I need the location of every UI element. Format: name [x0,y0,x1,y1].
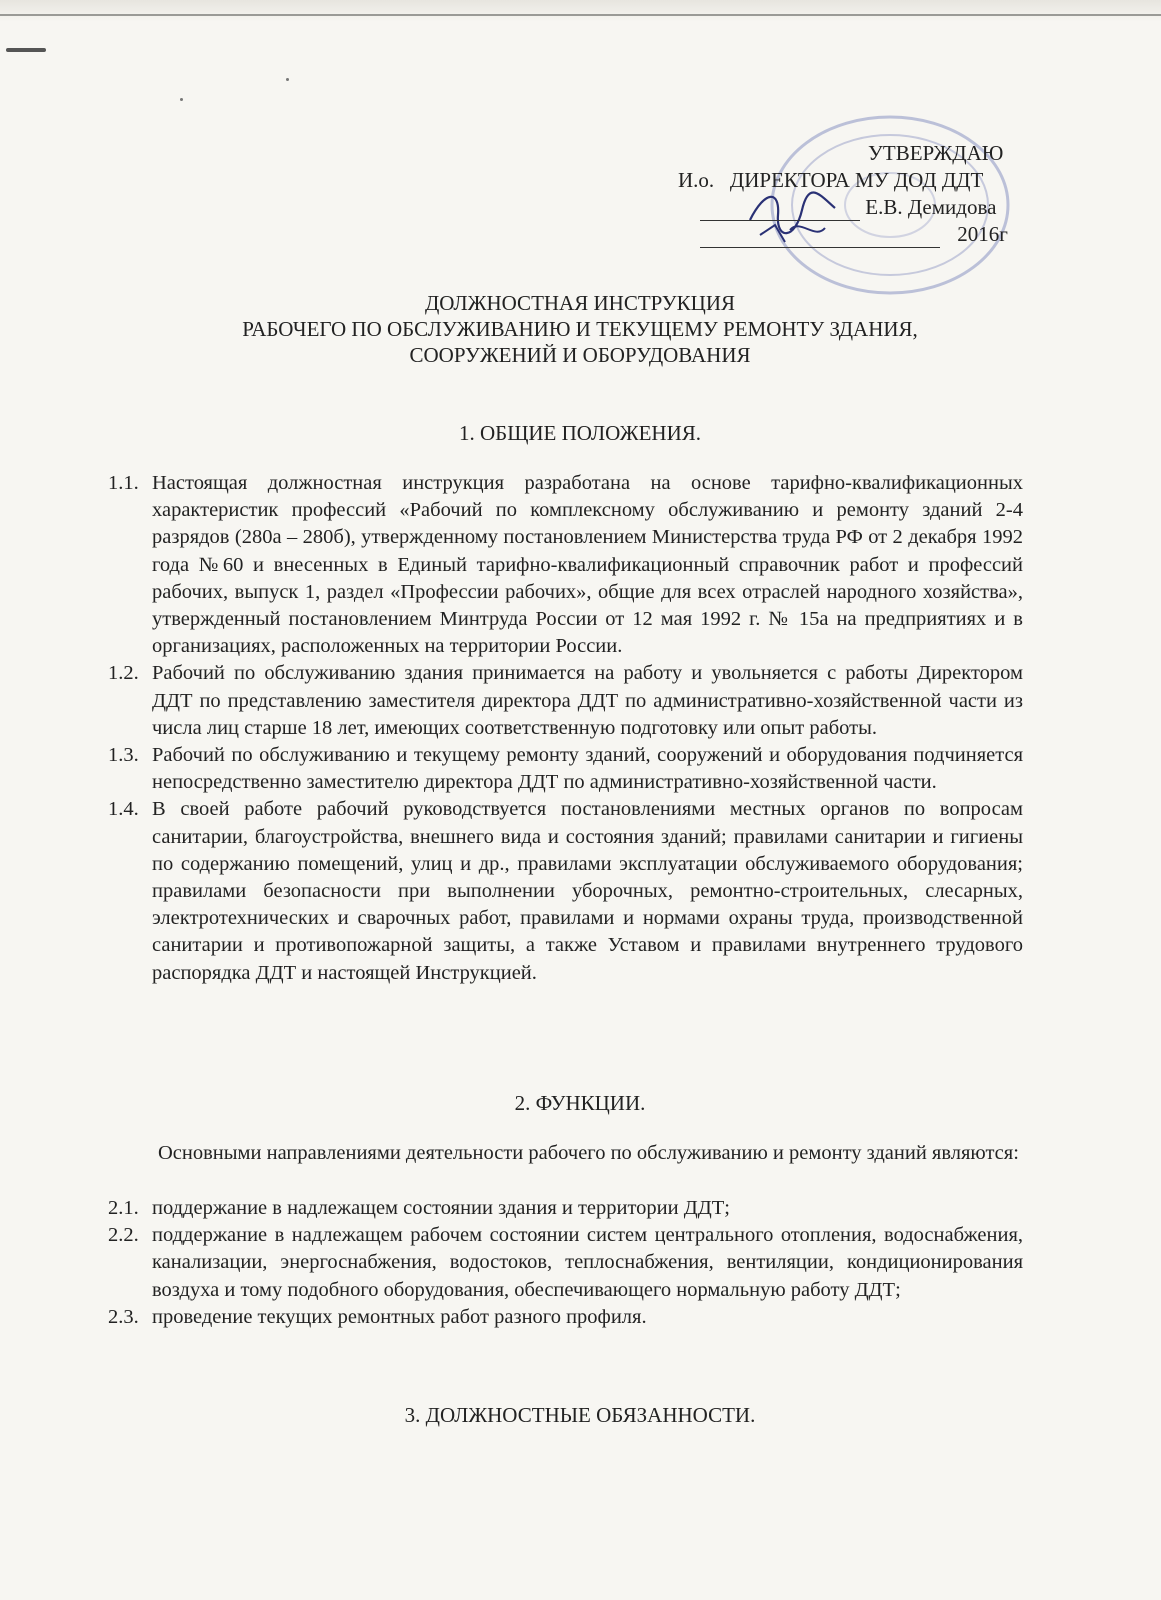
item-number: 2.2. [108,1224,139,1247]
approval-block [660,140,1030,250]
section-items-general [108,470,1023,987]
section-heading-duties: 3. ДОЛЖНОСТНЫЕ ОБЯЗАННОСТИ. [404,1403,756,1427]
list-item [108,1195,1023,1222]
approval-prefix: И.о. [678,168,715,192]
scan-dot [286,78,289,81]
item-number: 1.1. [108,472,139,494]
approval-position [678,167,983,194]
section-heading-functions: 2. ФУНКЦИИ. [514,1091,646,1115]
item-text: Настоящая должностная инструкция разработана на основе тарифно-квалификационных характеристик профессий «Рабочий по комплексному обслуживанию и ремонту зданий 2-4 разрядов (280а – 280б), утвержденному постановлением Министерства труда РФ от 2 декабря 1992 года №60 и внесенных в Единый тарифно-квалификационный справочник работ и профессий рабочих, выпуск 1, раздел «Профессии рабочих», общие для всех отраслей народного хозяйства», утвержденный постановлением Минтруда России от 12 мая 1992 г. № 15а на предприятиях и в организациях, расположенных на территории России. [152,472,1023,658]
item-text: Рабочий по обслуживанию и текущему ремонту зданий, сооружений и оборудования подчиняется непосредственно заместителю директора ДДТ по административно-хозяйственной части. [152,744,1023,794]
list-item [108,470,1023,660]
scan-mark [6,48,46,52]
item-text: поддержание в надлежащем состоянии здания и территории ДДТ; [152,1197,730,1219]
item-text: В своей работе рабочий руководствуется постановлениями местных органов по вопросам санитарии, благоустройства, внешнего вида и состояния зданий; правилами санитарии и гигиены по содержанию помещений, улиц и др., правилами эксплуатации обслуживаемого оборудования; правилами безопасности при выполнении уборочных, ремонтно-строительных, слесарных, электротехнических и сварочных работ, правилами и нормами охраны труда, производственной санитарии и противопожарной защиты, а также Уставом и правилами внутреннего трудового распорядка ДДТ и настоящей Инструкцией. [152,798,1023,984]
approval-signature-line [700,194,996,221]
item-number: 1.3. [108,744,139,767]
scan-border-line [0,14,1161,16]
item-text: Рабочий по обслуживанию здания принимается на работу и увольняется с работы Директором ДДТ по представлению заместителя директора ДДТ по административно-хозяйственной части из числа лиц старше 18 лет, имеющих соответственную подготовку или опыт работы. [152,662,1023,739]
approval-year: 2016г [957,222,1008,246]
scan-top-edge [0,0,1161,22]
item-number: 1.2. [108,662,139,685]
section-items-functions [108,1195,1023,1331]
item-number: 2.1. [108,1197,139,1219]
title-line-2: РАБОЧЕГО ПО ОБСЛУЖИВАНИЮ И ТЕКУЩЕМУ РЕМОНТУ ЗДАНИЯ, [242,317,918,341]
title-line-3: СООРУЖЕНИЙ И ОБОРУДОВАНИЯ [409,343,751,367]
list-item [108,1304,1023,1331]
approval-title: ДИРЕКТОРА МУ ДОД ДДТ [729,168,984,192]
list-item [108,742,1023,796]
list-item [108,796,1023,986]
title-line-1: ДОЛЖНОСТНАЯ ИНСТРУКЦИЯ [424,291,736,315]
item-text: поддержание в надлежащем рабочем состоянии систем центрального отопления, водоснабжения, канализации, энергоснабжения, водостоков, теплоснабжения, вентиляции, кондиционирования воздуха и тому подобного оборудования, обеспечивающего нормальную работу ДДТ; [152,1224,1023,1301]
approval-name: Е.В. Демидова [865,195,997,219]
list-item [108,1222,1023,1304]
scan-dot [180,98,183,101]
document-title [150,290,1010,368]
list-item [108,660,1023,742]
section-intro-functions: Основными направлениями деятельности рабочего по обслуживанию и ремонту зданий являются: [158,1142,1019,1164]
section-heading-general: 1. ОБЩИЕ ПОЛОЖЕНИЯ. [458,421,702,445]
item-number: 1.4. [108,798,139,821]
approval-heading: УТВЕРЖДАЮ [868,141,1004,165]
item-text: проведение текущих ремонтных работ разного профиля. [152,1305,647,1328]
approval-date [700,221,1008,248]
item-number: 2.3. [108,1305,139,1328]
